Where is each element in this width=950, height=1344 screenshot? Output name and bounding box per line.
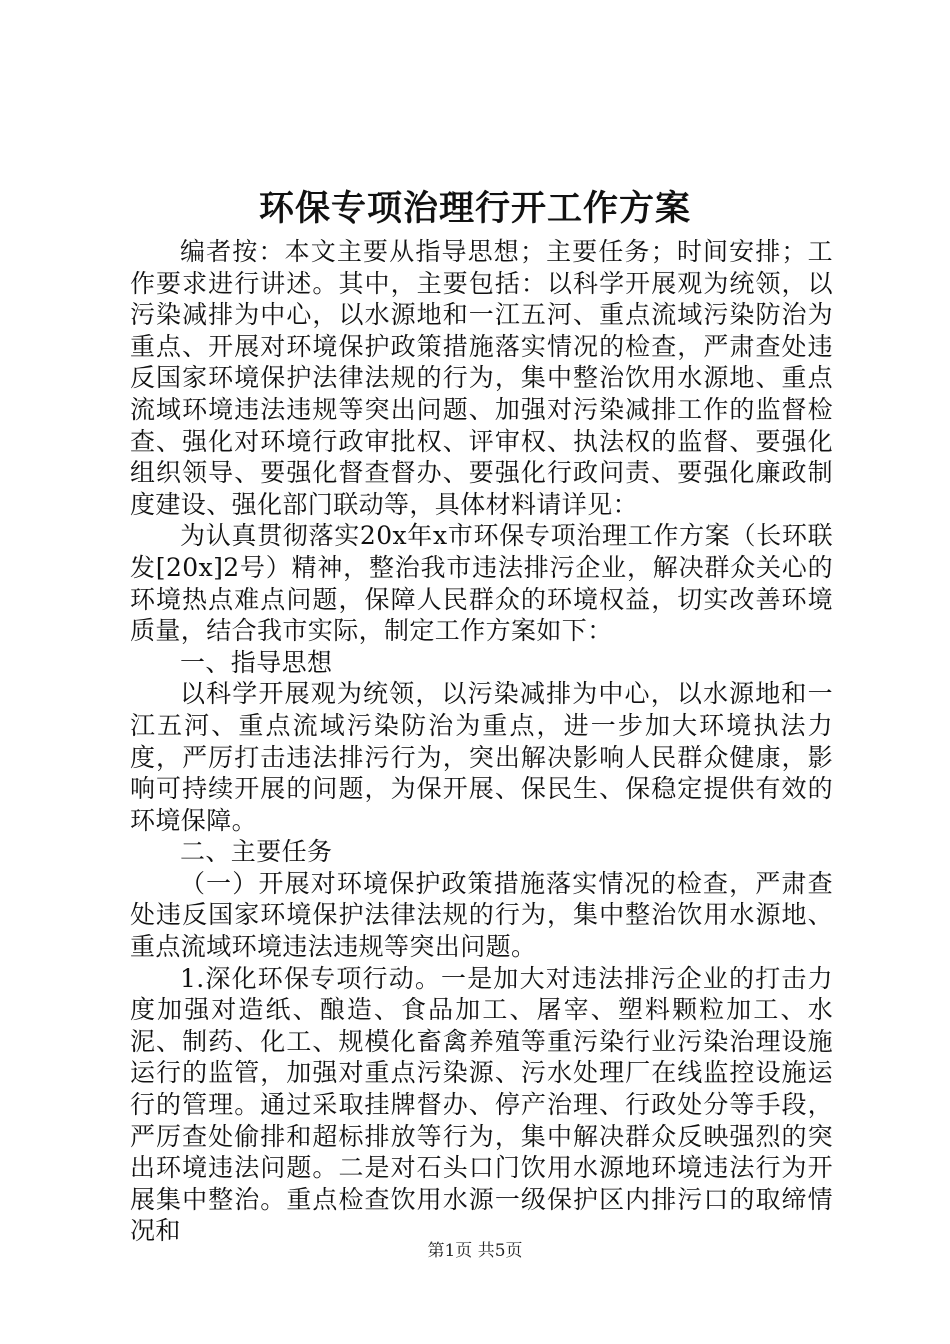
task-one-paragraph: （一）开展对环境保护政策措施落实情况的检查，严肃查处违反国家环境保护法律法规的行为，集中整治饮用水源地、重点流域环境违法违规等突出问题。 bbox=[130, 868, 833, 962]
document-title: 环保专项治理行开工作方案 bbox=[258, 188, 691, 229]
document-body bbox=[130, 236, 833, 1247]
intro-paragraph: 为认真贯彻落实20x年x市环保专项治理工作方案（长环联发[20x]2号）精神，整治我市违法排污企业，解决群众关心的环境热点难点问题，保障人民群众的环境权益，切实改善环境质量，结合我市实际，制定工作方案如下： bbox=[130, 521, 833, 646]
section-heading-guiding-ideology: 一、指导思想 bbox=[180, 647, 333, 677]
item-one-paragraph: 1.深化环保专项行动。一是加大对违法排污企业的打击力度加强对造纸、酿造、食品加工、屠宰、塑料颗粒加工、水泥、制药、化工、规模化畜禽养殖等重污染行业污染治理设施运行的监管，加强对重点污染源、污水处理厂在线监控设施运行的管理。通过采取挂牌督办、停产治理、行政处分等手段，严厉查处偷排和超标排放等行为，集中解决群众反映强烈的突出环境违法问题。二是对石头口门饮用水源地环境违法行为开展集中整治。重点检查饮用水源一级保护区内排污口的取缔情况和 bbox=[130, 963, 833, 1246]
section-heading-main-tasks: 二、主要任务 bbox=[180, 837, 333, 867]
page-number-footer: 第1页 共5页 bbox=[427, 1241, 523, 1261]
editor-note-paragraph: 编者按：本文主要从指导思想；主要任务；时间安排；工作要求进行讲述。其中，主要包括：以科学开展观为统领，以污染减排为中心，以水源地和一江五河、重点流域污染防治为重点、开展对环境保护政策措施落实情况的检查，严肃查处违反国家环境保护法律法规的行为，集中整治饮用水源地、重点流域环境违法违规等突出问题、加强对污染减排工作的监督检查、强化对环境行政审批权、评审权、执法权的监督、要强化组织领导、要强化督查督办、要强化行政问责、要强化廉政制度建设、强化部门联动等，具体材料请详见： bbox=[130, 237, 833, 519]
guiding-ideology-paragraph: 以科学开展观为统领，以污染减排为中心，以水源地和一江五河、重点流域污染防治为重点，进一步加大环境执法力度，严厉打击违法排污行为，突出解决影响人民群众健康，影响可持续开展的问题，为保开展、保民生、保稳定提供有效的环境保障。 bbox=[130, 679, 833, 835]
